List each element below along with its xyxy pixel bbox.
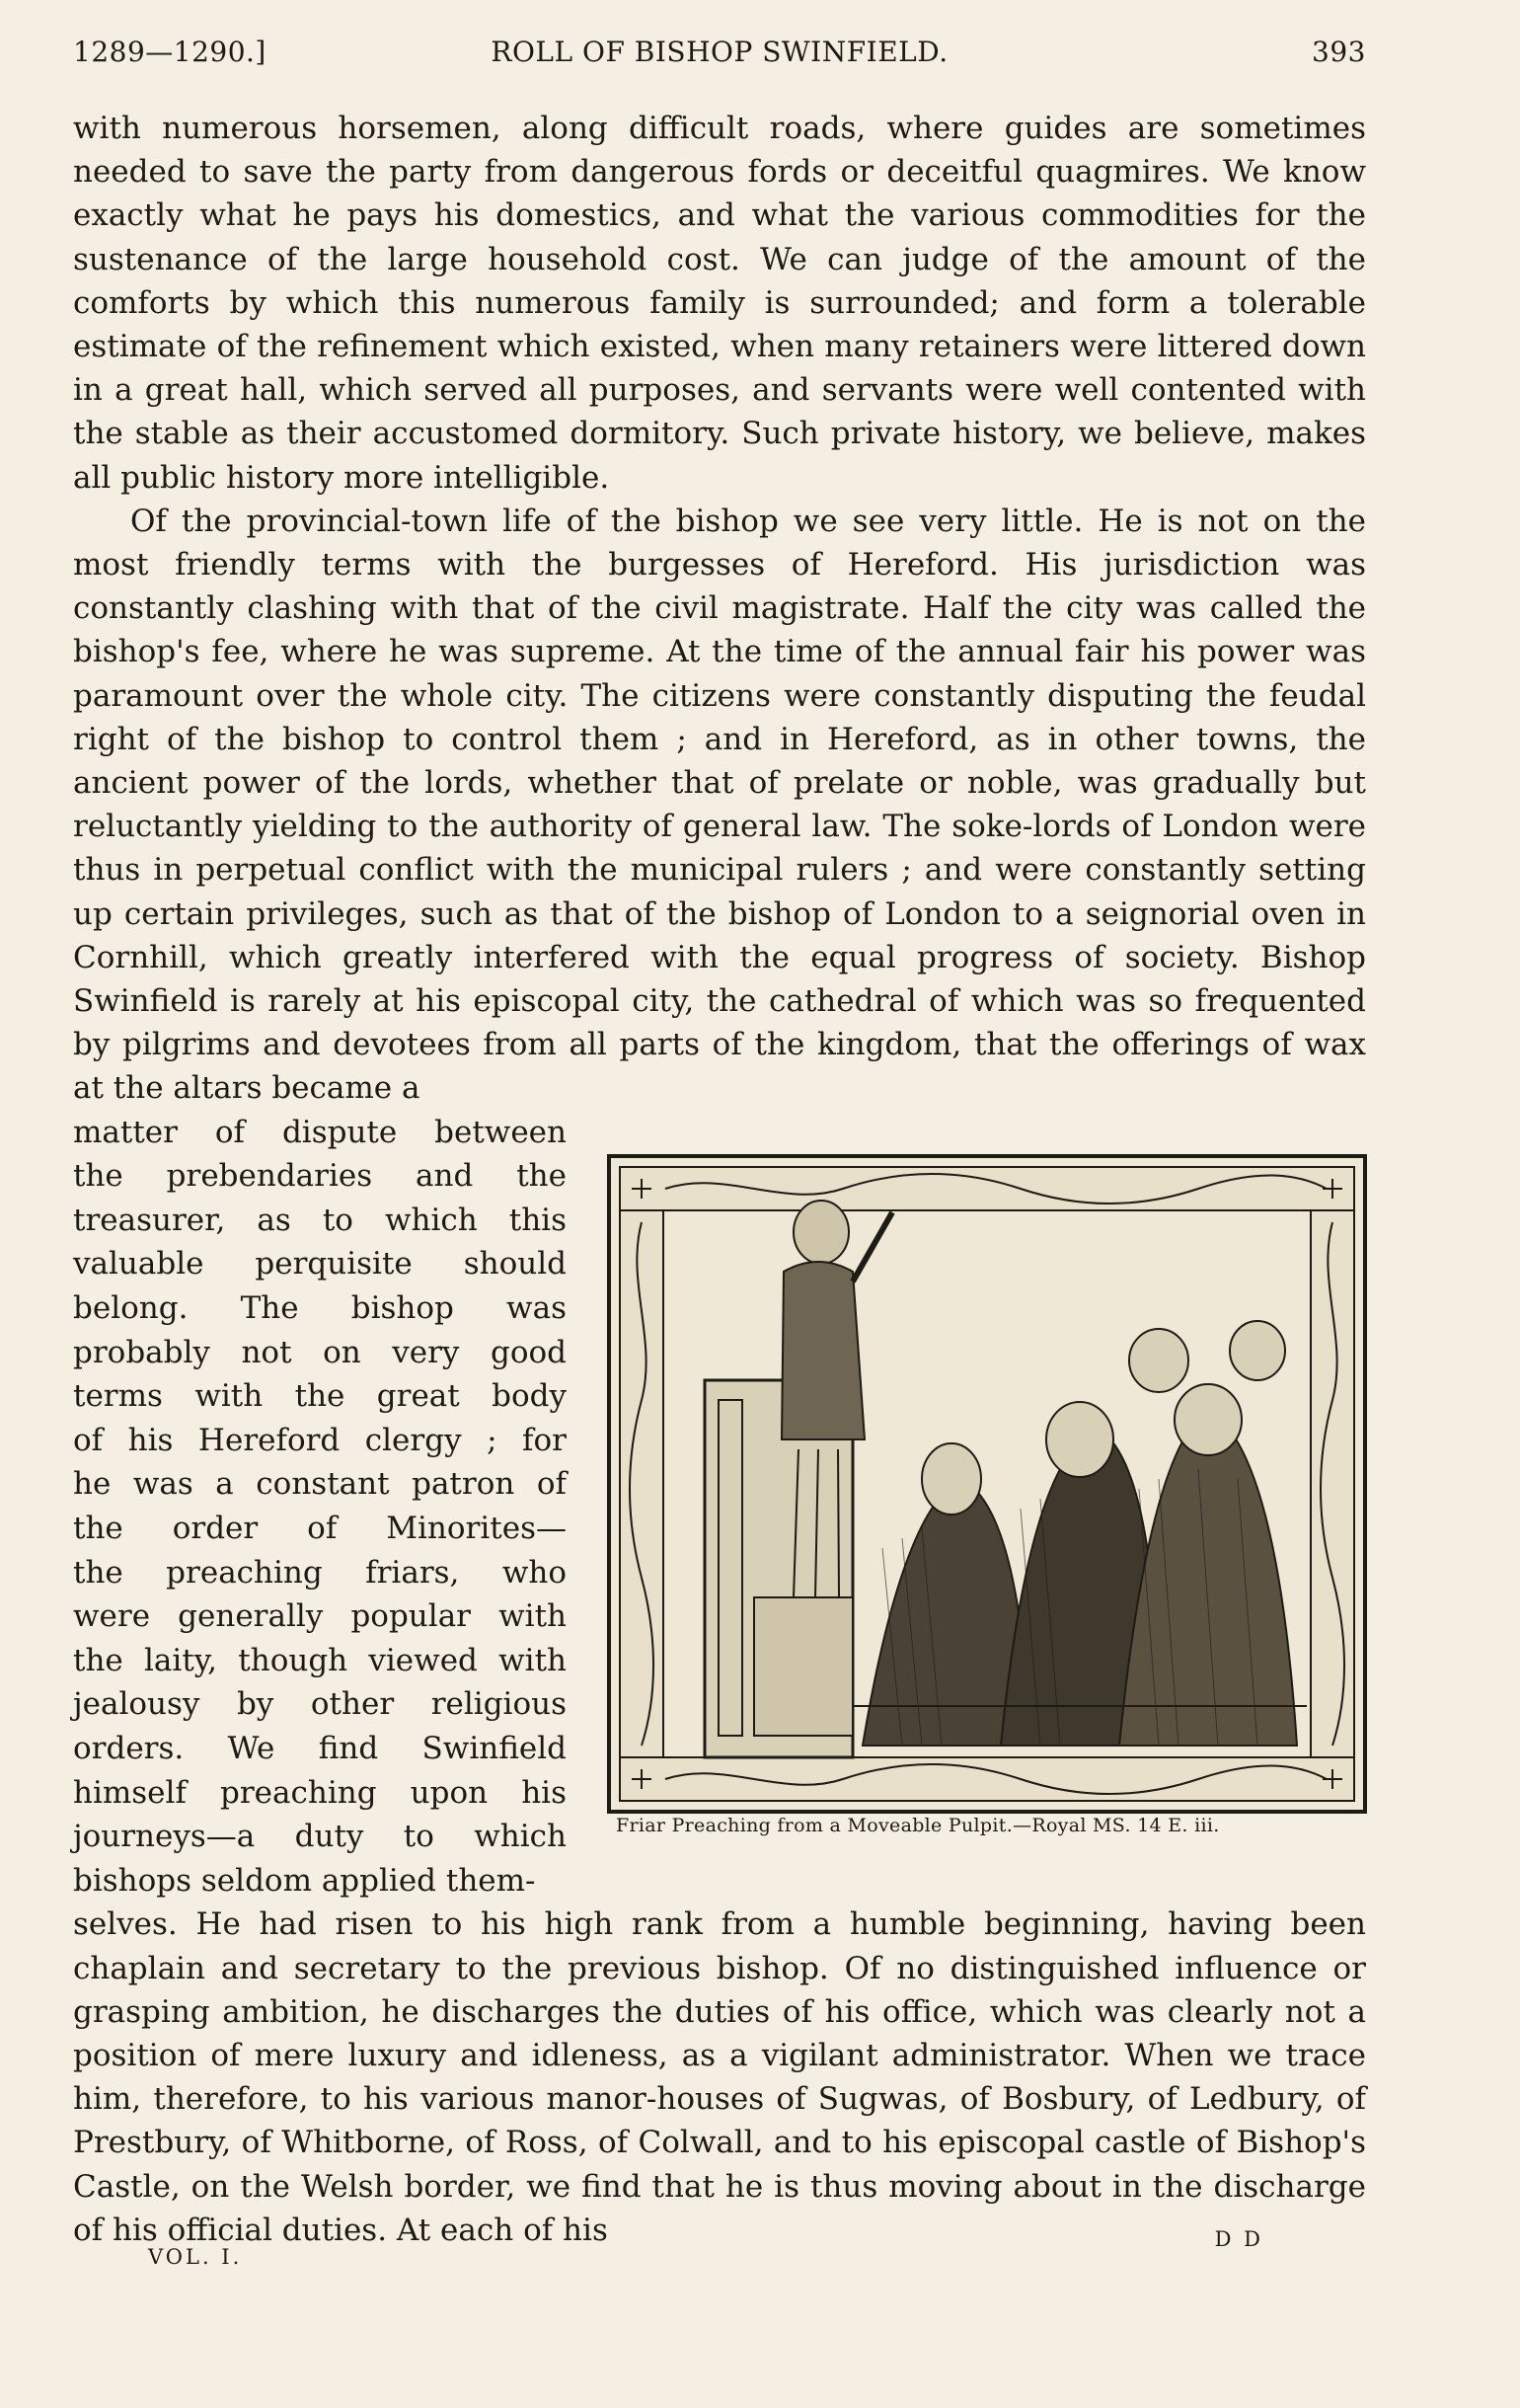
narrow-line: bishops seldom applied them- — [73, 1862, 536, 1899]
narrow-line: the order of Minorites— — [73, 1511, 567, 1547]
narrow-line: were generally popular with — [73, 1598, 567, 1635]
paragraph-1: with numerous horsemen, along difficult roads, where guides are sometimes needed to save the party from dangerous fords or deceitful quagmires. We know exactly what he pays his domestics, and what the various commodities for the sustenance of the large household cost. We can judge of the amount of the comforts by which this numerous family is surrounded; and form a tolerable estimate of the refinement which existed, when many retainers were littered down in a great hall, which served all purposes, and servants were well contented with the stable as their accustomed dormitory. Such private history, we believe, makes all public history more intelligible. — [73, 111, 1366, 496]
narrow-line: he was a constant patron of — [73, 1466, 567, 1503]
paragraph-3: selves. He had risen to his high rank from a humble beginning, having been chaplain and secretary to the previous bishop. Of no distinguished influence or grasping ambition, he discharges the duties of his office, which was clearly not a position of mere luxury and idleness, as a vigilant administrator. When we trace him, therefore, to his various manor-houses of Sugwas, of Bosbury, of Ledbury, of Prestbury, of Whitborne, of Ross, of Colwall, and to his episcopal castle of Bishop's Castle, on the Welsh border, we find that he is thus moving about in the discharge of his official duties. At each of his — [73, 1906, 1366, 2248]
page-footer — [73, 2227, 1366, 2267]
friar-preaching-engraving — [606, 1153, 1368, 1815]
narrow-line: orders. We find Swinfield — [73, 1730, 567, 1766]
narrow-line: valuable perquisite should — [73, 1246, 567, 1282]
narrow-line: the prebendaries and the — [73, 1158, 567, 1195]
narrow-line: jealousy by other religious — [73, 1686, 567, 1723]
narrow-line: of his Hereford clergy ; for — [73, 1422, 567, 1458]
narrow-line: belong. The bishop was — [73, 1290, 567, 1327]
narrow-line: matter of dispute between — [73, 1114, 567, 1150]
narrow-column — [73, 1111, 567, 1903]
header-date-range: 1289—1290.] — [73, 36, 266, 68]
narrow-line: himself preaching upon his — [73, 1774, 567, 1811]
header-title: ROLL OF BISHOP SWINFIELD. — [491, 36, 949, 68]
woodcut-illustration — [606, 1153, 1368, 1828]
narrow-line: the laity, though viewed with — [73, 1642, 567, 1678]
narrow-line: probably not on very good — [73, 1334, 567, 1370]
figure-caption: Friar Preaching from a Moveable Pulpit.—Royal MS. 14 E. iii. — [616, 1815, 1220, 1836]
signature-mark: D D — [1214, 2227, 1263, 2251]
narrow-line: the preaching friars, who — [73, 1554, 567, 1591]
volume-label: VOL. I. — [148, 2245, 243, 2269]
page-number: 393 — [1312, 36, 1366, 68]
narrow-line: treasurer, as to which this — [73, 1202, 567, 1238]
paragraph-2: Of the provincial-town life of the bishop we see very little. He is not on the most friendly terms with the burgesses of Hereford. His jurisdiction was constantly clashing with that of the civil magistrate. Half the city was called the bishop's fee, where he was supreme. At the time of the annual fair his power was paramount over the whole city. The citizens were constantly disputing the feudal right of the bishop to control them ; and in Hereford, as in other towns, the ancient power of the lords, whether that of prelate or noble, was gradually but reluctantly yielding to the authority of general law. The soke-lords of London were thus in perpetual conflict with the municipal rulers ; and were constantly setting up certain privileges, such as that of the bishop of London to a seignorial oven in Cornhill, which greatly interfered with the equal progress of society. Bishop Swinfield is rarely at his episcopal city, the cathedral of which was so frequented by pilgrims and devotees from all parts of the kingdom, that the offerings of wax at the altars became a — [73, 503, 1366, 1107]
narrow-line: journeys—a duty to which — [73, 1819, 567, 1855]
narrow-line: terms with the great body — [73, 1378, 567, 1415]
running-header — [73, 36, 1366, 79]
